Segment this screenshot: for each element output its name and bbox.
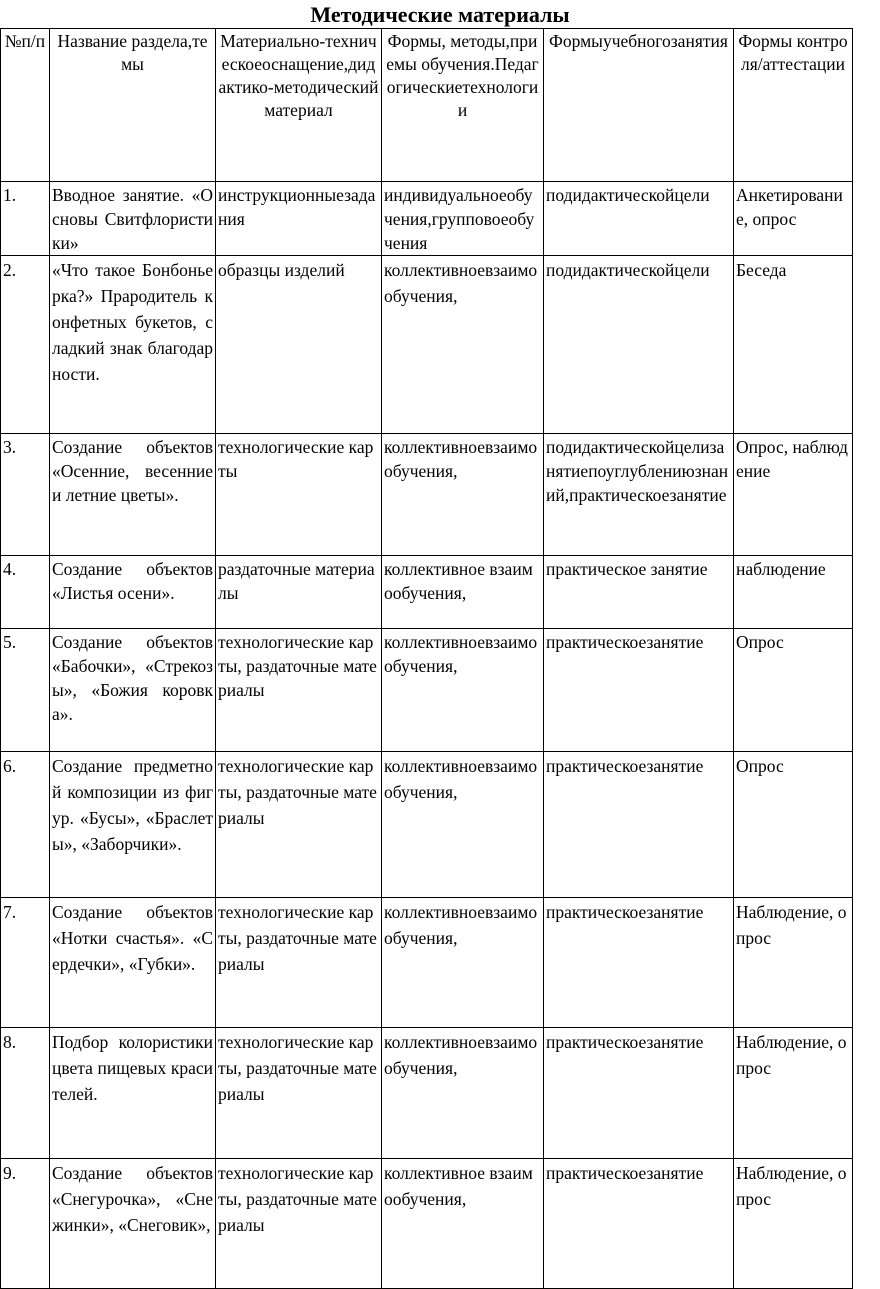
cell-number: 8. (1, 1028, 50, 1159)
table-row (1, 434, 853, 556)
cell-lesson-form: подидактическойцелизанятиепоуглублениюзнаний,практическоезанятие (544, 434, 734, 556)
header-topic: Название раздела,темы (50, 29, 216, 182)
header-control-form: Формы контроля/аттестации (734, 29, 853, 182)
cell-control-form: Опрос (734, 629, 853, 752)
cell-topic: Создание объектов «Нотки счастья». «Сердечки», «Губки». (50, 898, 216, 1028)
cell-lesson-form: практическоезанятие (544, 898, 734, 1028)
header-number: №п/п (1, 29, 50, 182)
cell-control-form: наблюдение (734, 556, 853, 629)
cell-topic: Создание предметной композиции из фигур. «Бусы», «Браслеты», «Заборчики». (50, 752, 216, 898)
cell-lesson-form: подидактическойцели (544, 182, 734, 256)
cell-lesson-form: практическое занятие (544, 556, 734, 629)
header-methods: Формы, методы,приемы обучения.Педагогическиетехнологии (382, 29, 544, 182)
cell-number: 4. (1, 556, 50, 629)
cell-lesson-form: подидактическойцели (544, 256, 734, 434)
cell-lesson-form: практическоезанятие (544, 752, 734, 898)
cell-topic: Создание объектов «Снегурочка», «Снежинки», «Снеговик», (50, 1159, 216, 1289)
table-row (1, 1159, 853, 1289)
cell-material: технологические карты, раздаточные материалы (216, 752, 382, 898)
table-row (1, 629, 853, 752)
cell-control-form: Опрос, наблюдение (734, 434, 853, 556)
cell-material: технологические карты (216, 434, 382, 556)
cell-methods: коллективное взаимообучения, (382, 556, 544, 629)
cell-number: 2. (1, 256, 50, 434)
cell-control-form: Беседа (734, 256, 853, 434)
cell-methods: коллективноевзаимообучения, (382, 1028, 544, 1159)
cell-control-form: Наблюдение, опрос (734, 898, 853, 1028)
cell-methods: коллективное взаимообучения, (382, 1159, 544, 1289)
table-row (1, 752, 853, 898)
cell-number: 5. (1, 629, 50, 752)
cell-material: образцы изделий (216, 256, 382, 434)
cell-methods: коллективноевзаимообучения, (382, 752, 544, 898)
cell-number: 7. (1, 898, 50, 1028)
cell-control-form: Анкетирование, опрос (734, 182, 853, 256)
cell-lesson-form: практическоезанятие (544, 629, 734, 752)
cell-methods: коллективноевзаимообучения, (382, 434, 544, 556)
cell-control-form: Наблюдение, опрос (734, 1028, 853, 1159)
cell-topic: Создание объектов «Бабочки», «Стрекозы», «Божия коровка». (50, 629, 216, 752)
cell-lesson-form: практическоезанятие (544, 1159, 734, 1289)
table-row (1, 1028, 853, 1159)
cell-topic: Подбор колористики цвета пищевых красителей. (50, 1028, 216, 1159)
cell-material: раздаточные материалы (216, 556, 382, 629)
cell-methods: коллективноевзаимообучения, (382, 256, 544, 434)
cell-methods: коллективноевзаимообучения, (382, 629, 544, 752)
cell-material: технологические карты, раздаточные материалы (216, 898, 382, 1028)
cell-methods: индивидуальноеобучения,групповоеобучения (382, 182, 544, 256)
cell-topic: Создание объектов «Листья осени». (50, 556, 216, 629)
cell-control-form: Наблюдение, опрос (734, 1159, 853, 1289)
cell-topic: «Что такое Бонбоньерка?» Прародитель конфетных букетов, сладкий знак благодарности. (50, 256, 216, 434)
header-lesson-form: Формыучебногозанятия (544, 29, 734, 182)
cell-number: 3. (1, 434, 50, 556)
cell-topic: Вводное занятие. «Основы Свитфлористики» (50, 182, 216, 256)
cell-material: технологические карты, раздаточные материалы (216, 629, 382, 752)
cell-number: 1. (1, 182, 50, 256)
cell-lesson-form: практическоезанятие (544, 1028, 734, 1159)
table-row (1, 898, 853, 1028)
cell-material: инструкционныезадания (216, 182, 382, 256)
cell-material: технологические карты, раздаточные материалы (216, 1028, 382, 1159)
cell-control-form: Опрос (734, 752, 853, 898)
cell-methods: коллективноевзаимообучения, (382, 898, 544, 1028)
methodical-materials-table (0, 28, 853, 1289)
page-title: Методические материалы (310, 2, 570, 27)
header-material: Материально-техническоеоснащение,дидактико-методическийматериал (216, 29, 382, 182)
cell-number: 9. (1, 1159, 50, 1289)
cell-material: технологические карты, раздаточные материалы (216, 1159, 382, 1289)
table-row (1, 182, 853, 256)
header-row (1, 29, 853, 182)
cell-topic: Создание объектов «Осенние, весенние и летние цветы». (50, 434, 216, 556)
table-row (1, 556, 853, 629)
cell-number: 6. (1, 752, 50, 898)
table-row (1, 256, 853, 434)
